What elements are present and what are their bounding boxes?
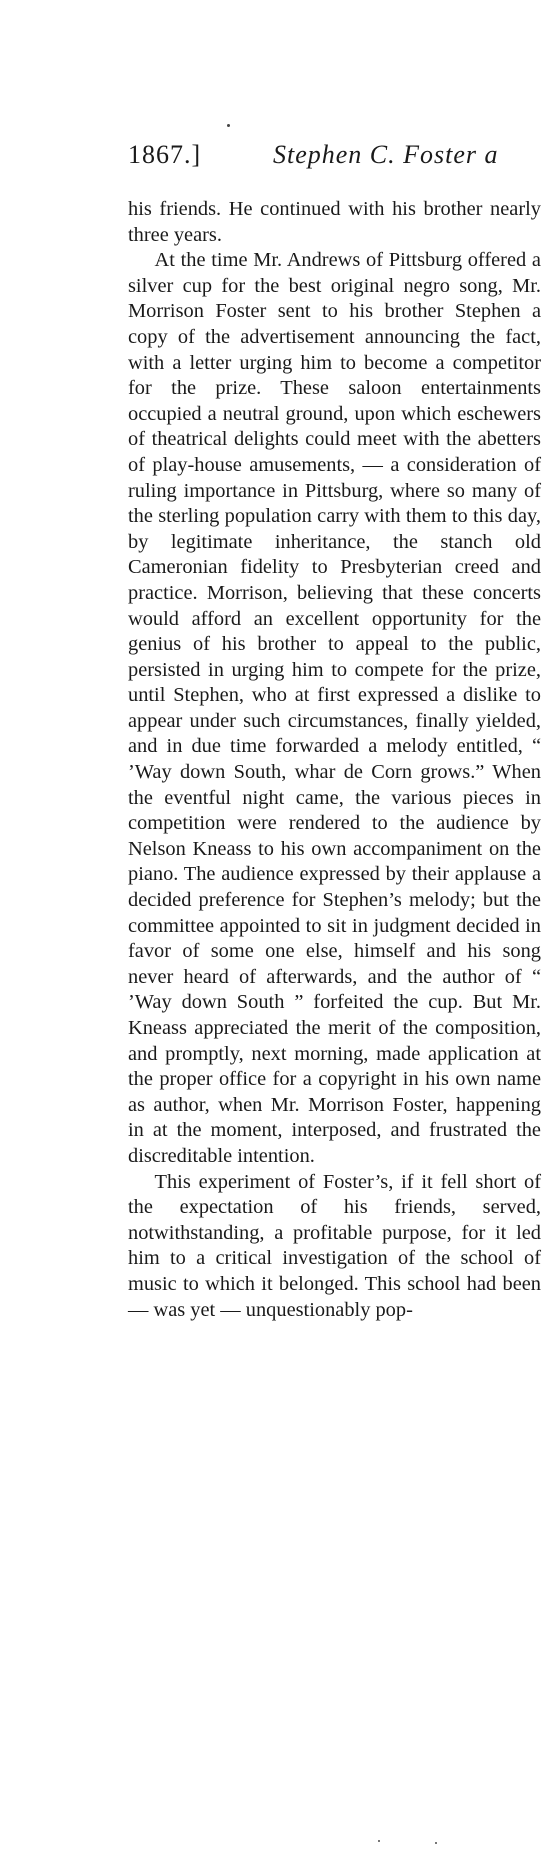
paragraph-experiment: This experiment of Foster’s, if it fell short of the expectation of his friends, served, notwithstanding, a profitable purpose, for it led him to a critical investigation of the school of music to which it belonged. This school had been — was yet — unquestionably pop- <box>128 1170 541 1321</box>
header-year: 1867.] <box>128 140 202 169</box>
paragraph-competition: At the time Mr. Andrews of Pittsburg offered a silver cup for the best original negro song, Mr. Morrison Foster sent to his brother Stephen a copy of the advertisement announcing the fact, with a letter urging him to become a competitor for the prize. These saloon entertainments occupied a neutral ground, upon which eschewers of theatrical delights could meet with the abetters of play-house amusements, — a consideration of ruling importance in Pittsburg, where so many of the sterling population carry with them to this day, by legitimate inheritance, the stanch old Cameronian fidelity to Presbyterian creed and practice. Morrison, believing that these concerts would afford an excellent opportunity for the genius of his brother to appeal to the public, persisted in urging him to compete for the prize, until Stephen, who at first expressed a dislike to appear under such circumstances, finally yielded, and in due time forwarded a melody entitled, “ ’Way down South, whar de Corn grows.” When the eventful night came, the various pieces in competition were rendered to the audience by Nelson Kneass to his own accompaniment on the piano. The audience expressed by their applause a decided preference for Stephen’s melody; but the committee appointed to sit in judgment decided in favor of some one else, himself and his song never heard of afterwards, and the author of “ ’Way down South ” forfeited the cup. But Mr. Kneass appreciated the merit of the composition, and promptly, next morning, made application at the proper office for a copyright in his own name as author, when Mr. Morrison Foster, happening in at the moment, interposed, and frustrated the discreditable intention. <box>128 249 541 1167</box>
scan-speck <box>378 1840 380 1842</box>
page-header <box>128 140 551 180</box>
body-text <box>128 197 541 1323</box>
paragraph-continuation: his friends. He continued with his brother nearly three years. <box>128 198 541 246</box>
scan-speck <box>435 1842 437 1844</box>
scan-speck <box>227 124 230 127</box>
running-title: Stephen C. Foster a <box>273 140 499 169</box>
